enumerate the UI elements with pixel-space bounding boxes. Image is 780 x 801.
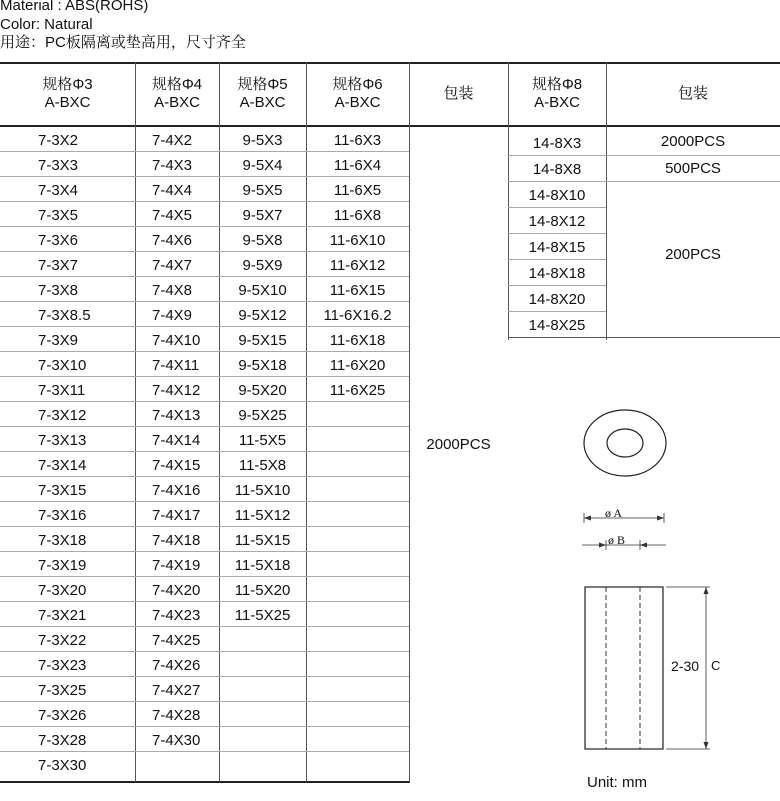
table-cell: 7-3X16 [38, 507, 87, 524]
table-cell: 7-4X14 [152, 432, 201, 449]
label-b: ø B [608, 533, 626, 547]
table-cell: 9-5X15 [238, 332, 287, 349]
table-cell: 7-3X28 [38, 732, 87, 749]
table-cell: 7-4X7 [152, 257, 193, 274]
usage-text: 用途：PC板隔离或垫高用，尺寸齐全 [0, 34, 246, 51]
table-cell: 7-3X11 [38, 382, 86, 399]
col-divider [135, 62, 136, 782]
table-cell: 11-5X20 [234, 582, 291, 599]
table-cell: 7-3X19 [38, 557, 87, 574]
length-label: 2-30 [671, 658, 700, 674]
table-cell: 9-5X9 [242, 257, 283, 274]
table-cell: 11-6X5 [333, 182, 382, 199]
table-cell: 11-5X15 [234, 532, 291, 549]
table-cell: 14-8X10 [528, 187, 586, 204]
table-cell: 7-4X19 [152, 557, 201, 574]
table-cell: 11-6X20 [329, 357, 386, 374]
table-cell: 11-5X12 [234, 507, 291, 524]
color-text: Color: Natural [0, 16, 93, 33]
table-cell: 9-5X18 [238, 357, 287, 374]
table-cell: 7-3X22 [38, 632, 87, 649]
table-cell: 11-6X12 [329, 257, 386, 274]
table-cell: 11-5X18 [234, 557, 291, 574]
unit-label: Unit: mm [587, 774, 647, 791]
table-cell: 7-3X15 [38, 482, 87, 499]
table-cell: 9-5X5 [242, 182, 283, 199]
table-cell: 9-5X3 [242, 132, 283, 149]
pack8-500-cell: 500PCS [665, 160, 721, 177]
table-cell: 7-3X7 [38, 257, 79, 274]
table-cell: 11-5X25 [234, 607, 291, 624]
table-cell: 7-3X21 [38, 607, 87, 624]
header-pack: 包装 [443, 85, 474, 102]
table-cell: 7-3X5 [38, 207, 79, 224]
table-cell: 11-5X10 [234, 482, 291, 499]
pack8-200-cell: 200PCS [665, 246, 721, 263]
table-cell: 9-5X8 [242, 232, 283, 249]
table-cell: 7-4X25 [152, 632, 201, 649]
table-cell: 14-8X8 [532, 161, 582, 178]
table-cell: 7-4X15 [152, 457, 201, 474]
table-cell: 7-3X20 [38, 582, 87, 599]
table-cell: 7-4X30 [152, 732, 201, 749]
table-cell: 7-3X26 [38, 707, 87, 724]
table-cell: 9-5X20 [238, 382, 287, 399]
table-cell: 11-6X16.2 [323, 307, 392, 324]
header-pack-8: 包装 [677, 85, 708, 102]
pack-main-cell: 2000PCS [426, 436, 491, 453]
table-cell: 7-3X6 [38, 232, 79, 249]
table-cell: 7-3X18 [38, 532, 87, 549]
table-cell: 7-4X26 [152, 657, 201, 674]
header-bottom-rule [0, 125, 780, 127]
table-cell: 9-5X12 [238, 307, 287, 324]
header-phi5: 规格Φ5 A-BXC [237, 76, 288, 111]
table-cell: 7-3X25 [38, 682, 87, 699]
table-cell: 7-4X16 [152, 482, 201, 499]
table-cell: 7-3X4 [38, 182, 79, 199]
table-cell: 7-4X17 [152, 507, 201, 524]
table-cell: 7-4X3 [152, 157, 193, 174]
table-cell: 7-3X13 [38, 432, 87, 449]
table-cell: 11-6X8 [333, 207, 382, 224]
table-cell: 14-8X20 [528, 291, 586, 308]
table-cell: 7-3X2 [38, 132, 79, 149]
header-phi3: 规格Φ3 A-BXC [42, 76, 93, 111]
table-cell: 7-4X8 [152, 282, 193, 299]
table-cell: 7-4X27 [152, 682, 201, 699]
table-cell: 7-4X18 [152, 532, 201, 549]
table-cell: 7-4X2 [152, 132, 193, 149]
table-cell: 7-4X9 [152, 307, 193, 324]
table-cell: 11-5X5 [238, 432, 287, 449]
header-phi4: 规格Φ4 A-BXC [151, 76, 203, 111]
label-a: ø A [605, 506, 623, 520]
table-cell: 11-6X15 [329, 282, 386, 299]
table-cell: 7-4X13 [152, 407, 201, 424]
table-cell: 7-3X23 [38, 657, 87, 674]
table-cell: 14-8X25 [528, 317, 586, 334]
table-cell: 9-5X25 [238, 407, 287, 424]
table-cell: 14-8X3 [532, 135, 582, 152]
table-cell: 11-6X10 [329, 232, 386, 249]
table-cell: 7-3X14 [38, 457, 87, 474]
table-cell: 14-8X15 [528, 239, 586, 256]
pack8-2000-cell: 2000PCS [660, 133, 726, 150]
col-divider [409, 62, 410, 782]
table-cell: 7-4X4 [152, 182, 193, 199]
table-cell: 7-4X23 [152, 607, 201, 624]
table-cell: 9-5X7 [242, 207, 283, 224]
washer-top-view [584, 410, 666, 476]
table-cell: 9-5X4 [242, 157, 283, 174]
table-cell: 11-6X3 [333, 132, 382, 149]
table-cell: 14-8X12 [528, 213, 586, 230]
spacer-side-view [585, 587, 663, 749]
table-cell: 7-3X30 [38, 757, 87, 774]
table-cell: 7-3X10 [38, 357, 87, 374]
material-text: Material : ABS(ROHS) [0, 0, 149, 14]
table-bottom-rule [0, 781, 410, 783]
col-divider [606, 62, 607, 340]
table-cell: 9-5X10 [238, 282, 287, 299]
table-cell: 7-3X9 [38, 332, 79, 349]
header-phi6: 规格Φ6 A-BXC [332, 76, 383, 111]
spacer-drawing [560, 395, 780, 765]
dimension-a [584, 513, 664, 523]
table-cell: 7-4X12 [152, 382, 201, 399]
table-cell: 11-5X8 [238, 457, 287, 474]
table-cell: 11-6X4 [333, 157, 382, 174]
table-cell: 7-3X8.5 [38, 307, 91, 324]
header-phi8: 规格Φ8 A-BXC [531, 76, 583, 111]
table-cell: 7-4X10 [152, 332, 201, 349]
table-cell: 7-4X6 [152, 232, 193, 249]
table-cell: 14-8X18 [528, 265, 586, 282]
table-cell: 7-4X5 [152, 207, 193, 224]
table-cell: 7-3X12 [38, 407, 87, 424]
table-cell: 7-3X8 [38, 282, 79, 299]
table-top-rule [0, 62, 780, 64]
table-cell: 7-4X20 [152, 582, 201, 599]
table-cell: 11-6X18 [329, 332, 386, 349]
table-cell: 7-4X11 [152, 357, 200, 374]
table-cell: 7-3X3 [38, 157, 79, 174]
table-cell: 11-6X25 [329, 382, 386, 399]
length-letter: C [711, 658, 721, 673]
table-cell: 7-4X28 [152, 707, 201, 724]
